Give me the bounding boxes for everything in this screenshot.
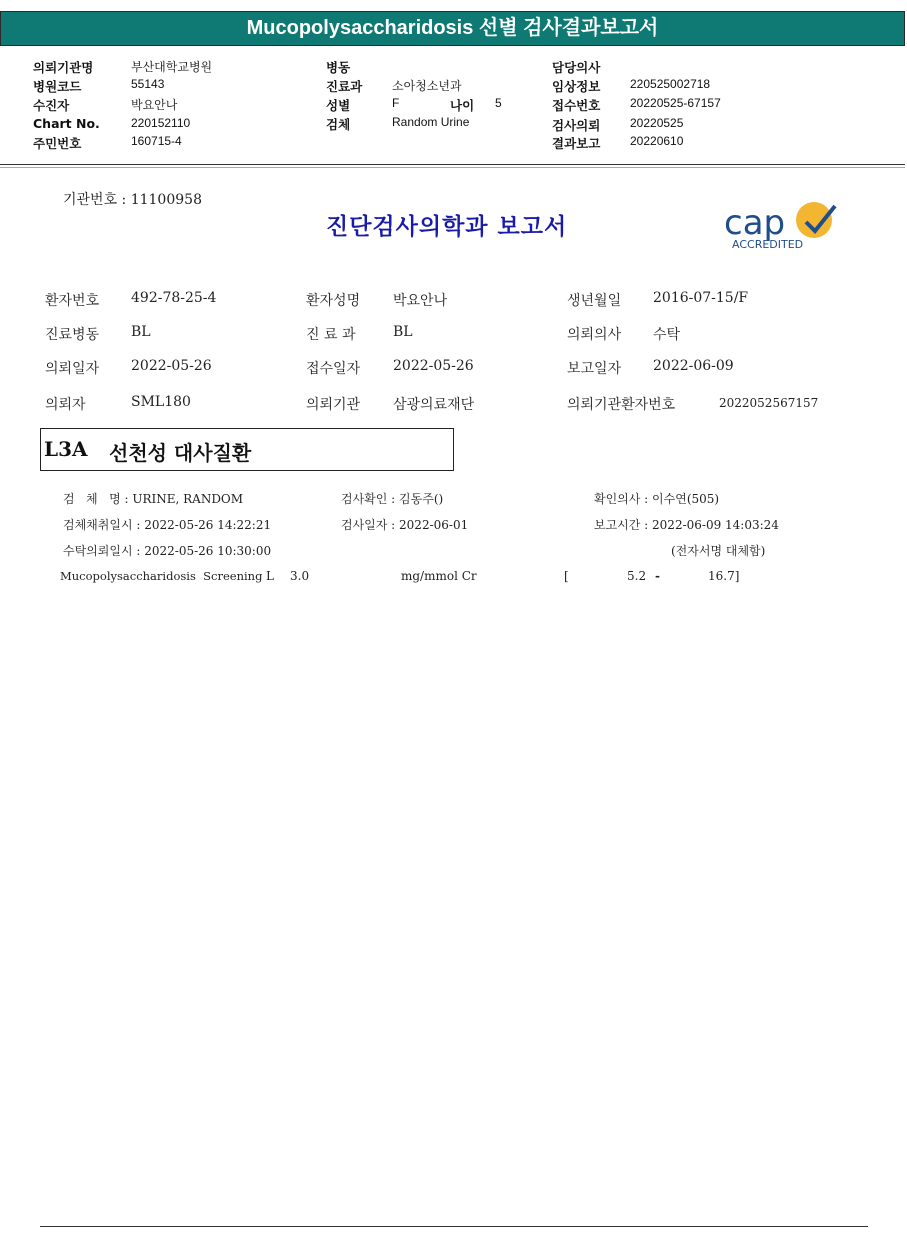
referred-info: 수탁의뢰일시 : 2022-05-26 10:30:00 — [63, 544, 272, 558]
ref-high: 16.7] — [708, 569, 740, 583]
info-value: 20220525-67157 — [630, 96, 721, 110]
info-value: 5 — [495, 96, 502, 110]
patient-value: BL — [131, 324, 151, 340]
patient-label: 의뢰기관 — [306, 397, 361, 413]
info-value: 소아청소년과 — [392, 79, 462, 93]
e-signature-note: (전자서명 대체함) — [671, 544, 766, 558]
institution-number: 기관번호 : 11100958 — [63, 192, 202, 208]
patient-value: 삼광의료재단 — [393, 397, 475, 413]
info-label: 수진자 — [33, 98, 70, 113]
patient-label: 진료병동 — [45, 327, 100, 343]
patient-label: 의뢰자 — [45, 397, 86, 413]
patient-value: BL — [393, 324, 413, 340]
cap-text: cap — [724, 203, 786, 243]
info-label: 병동 — [326, 60, 351, 75]
patient-value: 2022-05-26 — [393, 358, 474, 374]
patient-label: 접수일자 — [306, 361, 361, 377]
patient-label: 의뢰일자 — [45, 361, 100, 377]
section-header — [40, 428, 454, 471]
patient-value: 박요안나 — [393, 293, 448, 309]
result-test-name: Mucopolysaccharidosis Screening — [60, 569, 263, 583]
result-unit: mg/mmol Cr — [401, 569, 477, 583]
divider — [0, 164, 905, 165]
section-code: L3A — [44, 437, 88, 461]
info-label: 검사의뢰 — [552, 118, 601, 133]
patient-value: 수탁 — [653, 327, 681, 343]
report-time-info: 보고시간 : 2022-06-09 14:03:24 — [594, 518, 779, 532]
info-label: Chart No. — [33, 116, 100, 131]
patient-label: 의뢰기관환자번호 — [567, 397, 676, 413]
ref-low: 5.2 — [627, 569, 647, 583]
info-label: 임상정보 — [552, 79, 601, 94]
info-label: 성별 — [326, 98, 351, 113]
info-value: 220525002718 — [630, 77, 711, 91]
info-value: 부산대학교병원 — [131, 60, 213, 74]
confirm-doctor-info: 확인의사 : 이수연(505) — [594, 492, 720, 506]
info-label: 접수번호 — [552, 98, 601, 113]
collected-info: 검체채취일시 : 2022-05-26 14:22:21 — [63, 518, 272, 532]
patient-label: 생년월일 — [567, 293, 622, 309]
info-label: 주민번호 — [33, 136, 82, 151]
info-value: 160715-4 — [131, 134, 182, 148]
cap-accredited-logo — [722, 198, 837, 254]
cap-accredited-text: ACCREDITED — [732, 238, 804, 251]
info-label: 결과보고 — [552, 136, 601, 151]
patient-value: 492-78-25-4 — [131, 290, 217, 306]
ref-open: [ — [564, 569, 569, 583]
info-value: 20220525 — [630, 116, 684, 130]
patient-value: 2022052567157 — [719, 396, 819, 410]
info-label: 검체 — [326, 117, 351, 132]
patient-value: 2022-05-26 — [131, 358, 212, 374]
patient-value: SML180 — [131, 394, 191, 410]
info-label: 진료과 — [326, 79, 363, 94]
info-value: 220152110 — [131, 116, 191, 130]
result-value: 3.0 — [290, 569, 310, 583]
patient-value: 2016-07-15/F — [653, 290, 749, 306]
info-label: 담당의사 — [552, 60, 601, 75]
patient-label: 보고일자 — [567, 361, 622, 377]
test-date-info: 검사일자 : 2022-06-01 — [341, 518, 469, 532]
divider — [0, 167, 905, 168]
patient-label: 의뢰의사 — [567, 327, 622, 343]
info-value: 박요안나 — [131, 98, 178, 112]
patient-label: 진 료 과 — [306, 327, 356, 343]
ref-dash: - — [655, 569, 660, 583]
info-label: 병원코드 — [33, 79, 82, 94]
info-value: 55143 — [131, 77, 165, 91]
report-title: 진단검사의학과 보고서 — [326, 213, 568, 240]
verified-info: 검사확인 : 김동주() — [341, 492, 444, 506]
report-header-title: Mucopolysaccharidosis 선별 검사결과보고서 — [0, 11, 905, 46]
info-label: 나이 — [450, 98, 475, 113]
patient-label: 환자번호 — [45, 293, 100, 309]
result-flag: L — [266, 569, 274, 583]
info-label: 의뢰기관명 — [33, 60, 94, 75]
info-value: 20220610 — [630, 134, 684, 148]
section-name: 선천성 대사질환 — [109, 441, 252, 465]
patient-label: 환자성명 — [306, 293, 361, 309]
info-value: Random Urine — [392, 115, 470, 129]
patient-value: 2022-06-09 — [653, 358, 734, 374]
footer-divider — [40, 1226, 868, 1227]
info-value: F — [392, 96, 400, 110]
specimen-info: 검 체 명 : URINE, RANDOM — [63, 492, 244, 506]
